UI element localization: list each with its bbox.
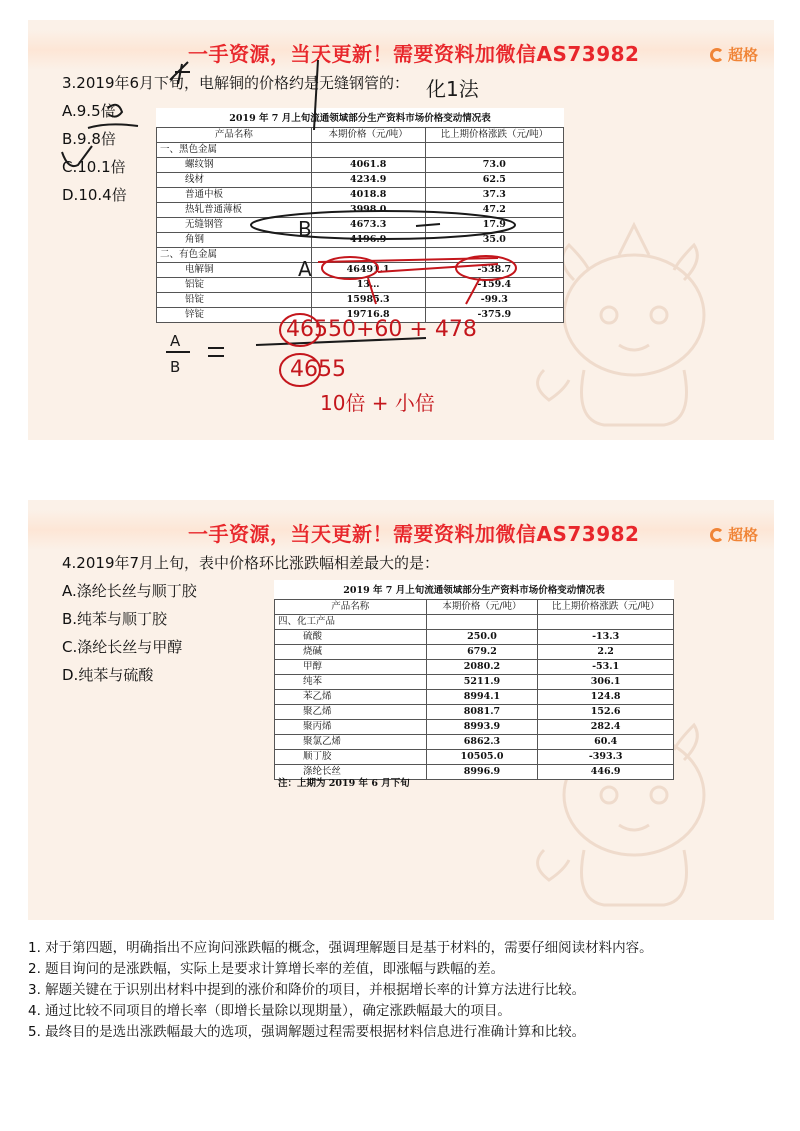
table-header-row: [275, 600, 674, 615]
cell-price: 8996.9: [426, 765, 538, 780]
q4-price-table: [274, 580, 674, 780]
cell-product-name: 锌锭: [157, 308, 312, 323]
q4-table-caption: 2019 年 7 月上旬流通领域部分生产资料市场价格变动情况表: [343, 585, 605, 596]
cell-change: -159.4: [425, 278, 563, 293]
cell-price: 4196.9: [311, 233, 425, 248]
q4-option-c[interactable]: C.涤纶长丝与甲醇: [62, 638, 183, 656]
cell-product-name: 线材: [157, 173, 312, 188]
brand-logo: [710, 44, 758, 65]
col-change: 比上期价格涨跌（元/吨）: [538, 600, 674, 615]
cell-change: 35.0: [425, 233, 563, 248]
cell-change: 306.1: [538, 675, 674, 690]
cell-change: 47.2: [425, 203, 563, 218]
summary-item: 5. 最终目的是选出涨跌幅最大的选项，强调解题过程需要根据材料信息进行准确计算和比较。: [28, 1024, 586, 1040]
ink-numerator: 46550+60 + 478: [286, 317, 477, 342]
slide-question-4: [28, 500, 774, 920]
table-row: [157, 173, 564, 188]
cell-change: 152.6: [538, 705, 674, 720]
cell-change: 17.9: [425, 218, 563, 233]
brand-g-icon: [710, 48, 724, 62]
cell-product-name: 硫酸: [275, 630, 427, 645]
cell-price: 8993.9: [426, 720, 538, 735]
cell-product-name: 纯苯: [275, 675, 427, 690]
cell-price: 4018.8: [311, 188, 425, 203]
table-row: [275, 645, 674, 660]
table-row: [157, 293, 564, 308]
summary-item: 4. 通过比较不同项目的增长率（即增长量除以现期量），确定涨跌幅最大的项目。: [28, 1003, 511, 1019]
cell-product-name: 烧碱: [275, 645, 427, 660]
table-row: [157, 263, 564, 278]
cell-price: [311, 248, 425, 263]
ink-denominator: 4655: [290, 357, 346, 382]
ink-frac-b: B: [170, 358, 181, 376]
cell-change: [425, 248, 563, 263]
q3-price-table: [156, 108, 564, 323]
cell-price: 5211.9: [426, 675, 538, 690]
ink-frac-a: A: [170, 332, 181, 350]
cell-product-name: 甲醇: [275, 660, 427, 675]
cell-product-name: 铅锭: [157, 293, 312, 308]
cell-price: 6862.3: [426, 735, 538, 750]
q3-question: 3.2019年6月下旬，电解铜的价格约是无缝钢管的：: [62, 74, 410, 92]
table-row: [157, 188, 564, 203]
cell-product-name: 铝锭: [157, 278, 312, 293]
q3-option-d[interactable]: D.10.4倍: [62, 186, 127, 204]
cell-product-name: 涤纶长丝: [275, 765, 427, 780]
ink-result: 10倍 + 小倍: [320, 391, 435, 415]
table-row: [157, 158, 564, 173]
cell-change: 73.0: [425, 158, 563, 173]
table-row: [275, 705, 674, 720]
q3-option-c[interactable]: C.10.1倍: [62, 158, 126, 176]
summary-item: 2. 题目询问的是涨跌幅，实际上是要求计算增长率的差值，即涨幅与跌幅的差。: [28, 961, 505, 977]
promo-banner: [28, 30, 774, 70]
cell-price: 15985.3: [311, 293, 425, 308]
table-row: [275, 660, 674, 675]
cell-price: [426, 615, 538, 630]
table-row: [275, 690, 674, 705]
table-row: [157, 248, 564, 263]
table-row: [275, 735, 674, 750]
col-product: 产品名称: [275, 600, 427, 615]
cell-change: 282.4: [538, 720, 674, 735]
cell-product-name: 无缝钢管: [157, 218, 312, 233]
cell-price: 10505.0: [426, 750, 538, 765]
table-row: [157, 308, 564, 323]
cell-product-name: 聚氯乙烯: [275, 735, 427, 750]
brand-logo: [710, 524, 758, 545]
table-row: [275, 630, 674, 645]
cell-product-name: 聚丙烯: [275, 720, 427, 735]
cell-change: 2.2: [538, 645, 674, 660]
q4-table-note: 注：上期为 2019 年 6 月下旬: [278, 778, 410, 789]
cell-price: 4673.3: [311, 218, 425, 233]
promo-banner: [28, 510, 774, 550]
cell-price: 250.0: [426, 630, 538, 645]
cell-price: 8994.1: [426, 690, 538, 705]
cell-price: [311, 143, 425, 158]
cell-change: [425, 143, 563, 158]
cell-change: -393.3: [538, 750, 674, 765]
col-change: 比上期价格涨跌（元/吨）: [425, 128, 563, 143]
cell-change: -53.1: [538, 660, 674, 675]
cell-price: 46491.1: [311, 263, 425, 278]
cell-price: 8081.7: [426, 705, 538, 720]
table-row: [275, 750, 674, 765]
cell-product-name: 二、有色金属: [157, 248, 312, 263]
cell-product-name: 电解铜: [157, 263, 312, 278]
brand-g-icon: [710, 528, 724, 542]
slide-question-3: [28, 20, 774, 440]
brand-name: 超格: [727, 46, 758, 64]
cell-price: 4234.9: [311, 173, 425, 188]
table-row: [157, 218, 564, 233]
cell-price: 679.2: [426, 645, 538, 660]
q4-option-a[interactable]: A.涤纶长丝与顺丁胶: [62, 582, 197, 600]
table-row: [275, 675, 674, 690]
cell-product-name: 苯乙烯: [275, 690, 427, 705]
cell-product-name: 热轧普通薄板: [157, 203, 312, 218]
cell-price: 3998.0: [311, 203, 425, 218]
table-header-row: [157, 128, 564, 143]
summary-notes: [28, 938, 772, 1043]
col-product: 产品名称: [157, 128, 312, 143]
ink-label-b: B: [298, 217, 312, 241]
table-row: [157, 203, 564, 218]
cell-product-name: 一、黑色金属: [157, 143, 312, 158]
ink-label-a: A: [298, 257, 312, 281]
cell-change: [538, 615, 674, 630]
cell-product-name: 顺丁胶: [275, 750, 427, 765]
q4-option-d[interactable]: D.纯苯与硫酸: [62, 666, 154, 684]
q3-option-b[interactable]: B.9.8倍: [62, 130, 116, 148]
brand-name: 超格: [727, 526, 758, 544]
cell-change: 124.8: [538, 690, 674, 705]
cell-product-name: 聚乙烯: [275, 705, 427, 720]
cell-price: 13…: [311, 278, 425, 293]
cell-price: 4061.8: [311, 158, 425, 173]
q4-option-b[interactable]: B.纯苯与顺丁胶: [62, 610, 168, 628]
table-row: [275, 720, 674, 735]
cell-change: -375.9: [425, 308, 563, 323]
cell-change: 37.3: [425, 188, 563, 203]
col-price: 本期价格（元/吨）: [426, 600, 538, 615]
ink-top-note: 化1法: [426, 77, 479, 101]
cell-change: 62.5: [425, 173, 563, 188]
cell-product-name: 螺纹钢: [157, 158, 312, 173]
table-row: [157, 278, 564, 293]
cell-change: -13.3: [538, 630, 674, 645]
cell-change: 446.9: [538, 765, 674, 780]
col-price: 本期价格（元/吨）: [311, 128, 425, 143]
q3-table-caption: 2019 年 7 月上旬流通领域部分生产资料市场价格变动情况表: [229, 113, 491, 124]
cell-product-name: 普通中板: [157, 188, 312, 203]
cell-change: 60.4: [538, 735, 674, 750]
q4-question: 4.2019年7月上旬，表中价格环比涨跌幅相差最大的是：: [62, 554, 440, 572]
cell-price: 19716.8: [311, 308, 425, 323]
q3-option-a[interactable]: A.9.5倍: [62, 102, 116, 120]
cell-change: -538.7: [425, 263, 563, 278]
cell-price: 2080.2: [426, 660, 538, 675]
cell-product-name: 角钢: [157, 233, 312, 248]
banner-text: 一手资源，当天更新！需要资料加微信AS73982: [188, 522, 640, 546]
table-row: [157, 233, 564, 248]
table-row: [157, 143, 564, 158]
cell-change: -99.3: [425, 293, 563, 308]
summary-item: 3. 解题关键在于识别出材料中提到的涨价和降价的项目，并根据增长率的计算方法进行比较。: [28, 982, 586, 998]
summary-item: 1. 对于第四题，明确指出不应询问涨跌幅的概念，强调理解题目是基于材料的，需要仔细阅读材料内容。: [28, 940, 653, 956]
cell-product-name: 四、化工产品: [275, 615, 427, 630]
table-row: [275, 615, 674, 630]
banner-text: 一手资源，当天更新！需要资料加微信AS73982: [188, 42, 640, 66]
